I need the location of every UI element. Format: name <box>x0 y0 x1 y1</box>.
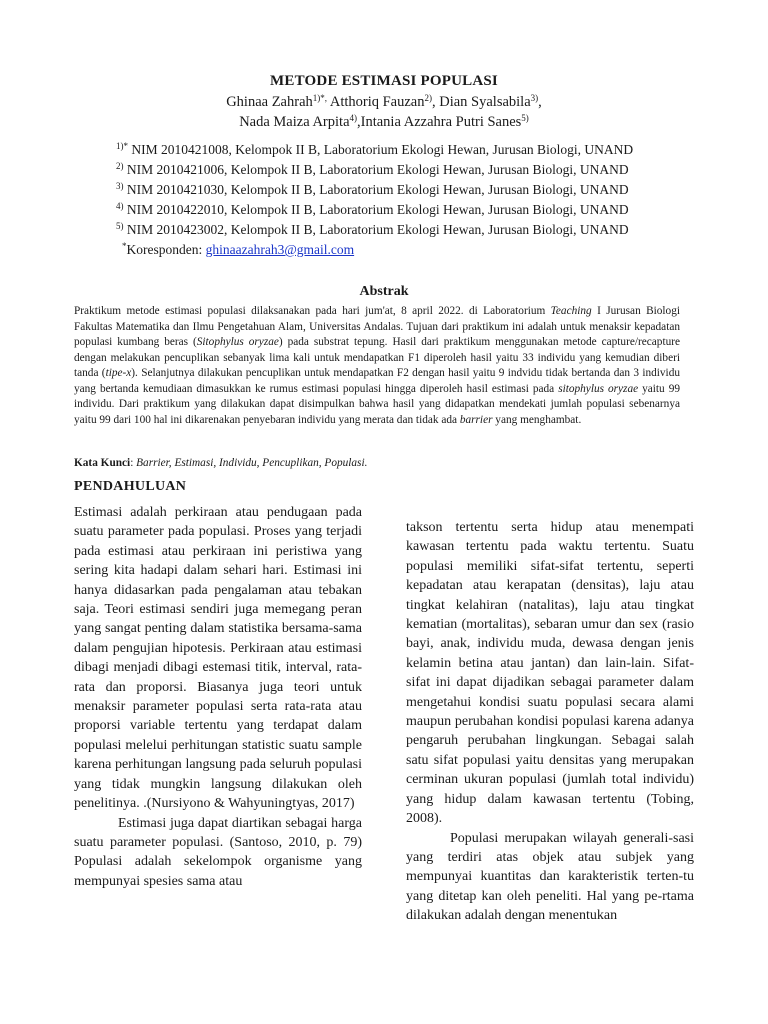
affiliations <box>116 140 676 260</box>
abstract-italic-run: tipe-x <box>105 367 132 379</box>
author-sup: 4) <box>349 113 358 123</box>
affiliation-text: NIM 2010421008, Kelompok II B, Laboratorium Ekologi Hewan, Jurusan Biologi, UNAND <box>131 142 634 157</box>
paper-title: METODE ESTIMASI POPULASI <box>270 73 498 89</box>
author-sep: , <box>538 94 542 110</box>
keywords-label: Kata Kunci <box>74 457 131 469</box>
email-link[interactable]: ghinaazahrah3@gmail.com <box>205 242 355 257</box>
corresponding-label: Koresponden: <box>126 242 206 257</box>
affiliation-text: NIM 2010423002, Kelompok II B, Laboratorium Ekologi Hewan, Jurusan Biologi, UNAND <box>126 222 629 237</box>
abstract-text-run: Praktikum metode estimasi populasi dilaksanakan pada hari jum'at, 8 april 2022. di Laboratorium <box>74 305 551 317</box>
corresponding-sup: * <box>122 241 127 251</box>
affiliation-text: NIM 2010421030, Kelompok II B, Laboratorium Ekologi Hewan, Jurusan Biologi, UNAND <box>126 182 629 197</box>
abstract-heading: Abstrak <box>359 284 409 299</box>
author: Intania Azzahra Putri Sanes <box>360 114 522 130</box>
author-sup: 1)*, <box>312 93 328 103</box>
affiliation-text: NIM 2010422010, Kelompok II B, Laboratorium Ekologi Hewan, Jurusan Biologi, UNAND <box>126 202 629 217</box>
abstract-text-run: I Jurusan Biologi Fakultas Matematika dan Ilmu Pengetahuan Alam, Universitas Andalas. Tujuan dari praktikum ini adalah untuk menaksir kepadatan populasi kumbang beras ( <box>74 305 680 348</box>
abstract-body <box>74 304 680 428</box>
affiliation-sup: 1)* <box>116 141 128 151</box>
abstract-italic-run: Teaching <box>550 305 592 317</box>
author: Nada Maiza Arpita <box>239 114 350 130</box>
paragraph: Estimasi juga dapat diartikan sebagai harga suatu parameter populasi. (Santoso, 2010, p. 79) Populasi adalah sekelompok organisme yang mempunyai spesies sama atau <box>74 815 362 889</box>
affiliation <box>116 180 676 200</box>
keywords-sep: : <box>130 457 137 469</box>
author-sup: 2) <box>424 93 432 103</box>
author-sup: 3) <box>530 93 539 103</box>
affiliation <box>116 200 676 220</box>
affiliation-sup: 4) <box>116 201 124 211</box>
abstract-text-run: yaitu 99 individu. Dari praktikum yang dilakukan dapat disimpulkan bahwa hasil yang didapatkan mendekati jumlah populasi sebenarnya yaitu 99 dari 100 hal ini dikarenakan penyebaran individu yang merata dan tidak ada <box>74 382 680 426</box>
section-heading: PENDAHULUAN <box>74 479 187 494</box>
right-column <box>406 518 694 926</box>
paragraph: Estimasi adalah perkiraan atau pendugaan pada suatu parameter pada populasi. Proses yang terjadi pada estimasi atau perkiraan ini peristiwa yang sering kita hadapi dalam sehari hari. Estimasi ini hanya didasarkan pada pengalaman atau tebakan saja. Teori estimasi sendiri juga memegang peran yang sangat penting dalam statistika bersama-sama dalam pengujian hipotesis. Perkiraan atau estimasi dibagi menjadi dibagi estemasi titik, interval, rata-rata dan proporsi. Biasanya juga teori untuk menaksir parameter populasi serta rata-rata atau proporsi variable tertentu yang terdapat dalam populasi melelui perhitungan statistic suatu sample karena perhitungan langsung pada seluruh populasi yang tidak mungkin langsung dilakukan oleh penelitinya. .(Nursiyono & Wahyuningtyas, 2017) <box>74 505 362 812</box>
abstract-italic-run: sitophylus oryzae <box>558 382 639 395</box>
author-sup: 5) <box>521 113 529 123</box>
author: Atthoriq Fauzan <box>329 94 425 110</box>
abstract-text-run: ) pada substrat tepung. Hasil dari praktikum menggunakan metode capture/recapture dengan melakukan pencuplikan sebanyak lima kali untuk mendapatkan F1 diperoleh hasil yaitu 33 individu yang kemudian diberi tanda ( <box>74 336 681 379</box>
affiliation <box>116 140 676 160</box>
affiliation <box>116 160 676 180</box>
abstract-italic-run: Sitophylus oryzae <box>196 336 279 348</box>
affiliation-sup: 3) <box>116 181 124 191</box>
affiliation <box>116 220 676 240</box>
author: Ghinaa Zahrah <box>226 94 313 110</box>
author-line-2 <box>0 112 768 132</box>
author-line-1 <box>0 92 768 112</box>
abstract-text-run: yang menghambat. <box>492 413 582 426</box>
abstract-italic-run: barrier <box>459 413 493 426</box>
affiliation-sup: 5) <box>116 221 124 231</box>
author: Dian Syalsabila <box>439 94 531 110</box>
author-sep: , <box>357 114 361 130</box>
paragraph: Populasi merupakan wilayah generali-sasi yang terdiri atas objek atau subjek yang mempunyai kuantitas dan karakteristik terten-tu yang ditetap kan oleh peneliti. Hal yang pe-rtama dilakukan adalah dengan menentukan <box>406 830 694 924</box>
corresponding-author <box>116 240 676 260</box>
abstract-text-run: ). Selanjutnya dilakukan pencuplikan untuk mendapatkan F2 dengan hasil yaitu 9 indvidu tidak bertanda dan 3 individu yang bertanda kemudiaan dimasukkan ke rumus estimasi populasi hingga diperoleh hasil estimasi pada <box>74 367 680 395</box>
keywords <box>74 456 680 471</box>
affiliation-sup: 2) <box>116 161 124 171</box>
keywords-text: Barrier, Estimasi, Individu, Pencuplikan, Populasi. <box>136 457 368 469</box>
author-sep: , <box>431 94 440 110</box>
affiliation-text: NIM 2010421006, Kelompok II B, Laboratorium Ekologi Hewan, Jurusan Biologi, UNAND <box>126 162 629 177</box>
left-column <box>74 503 362 891</box>
paragraph: takson tertentu serta hidup atau menempati kawasan tertentu pada waktu tertentu. Suatu populasi memiliki sifat-sifat tertentu, seperti kepadatan atau kerapatan (densitas), laju atau tingkat kelahiran (natalitas), laju atau tingkat kematian (mortalitas), sebaran umur dan sex (rasio bayi, anak, individu muda, dewasa dengan jenis kelamin betina atau jantan) dan lain-lain. Sifat-sifat ini dapat dijadikan sebagai parameter dalam mengetahui kondisi suatu populasi secara alami maupun perubahan kondisi populasi karena adanya pengaruh perubahan lingkungan. Sebagai salah satu sifat populasi yaitu densitas yang merupakan cerminan ukuran populasi (jumlah total individu) yang hidup dalam kawasan tertentu (Tobing, 2008). <box>406 520 694 827</box>
